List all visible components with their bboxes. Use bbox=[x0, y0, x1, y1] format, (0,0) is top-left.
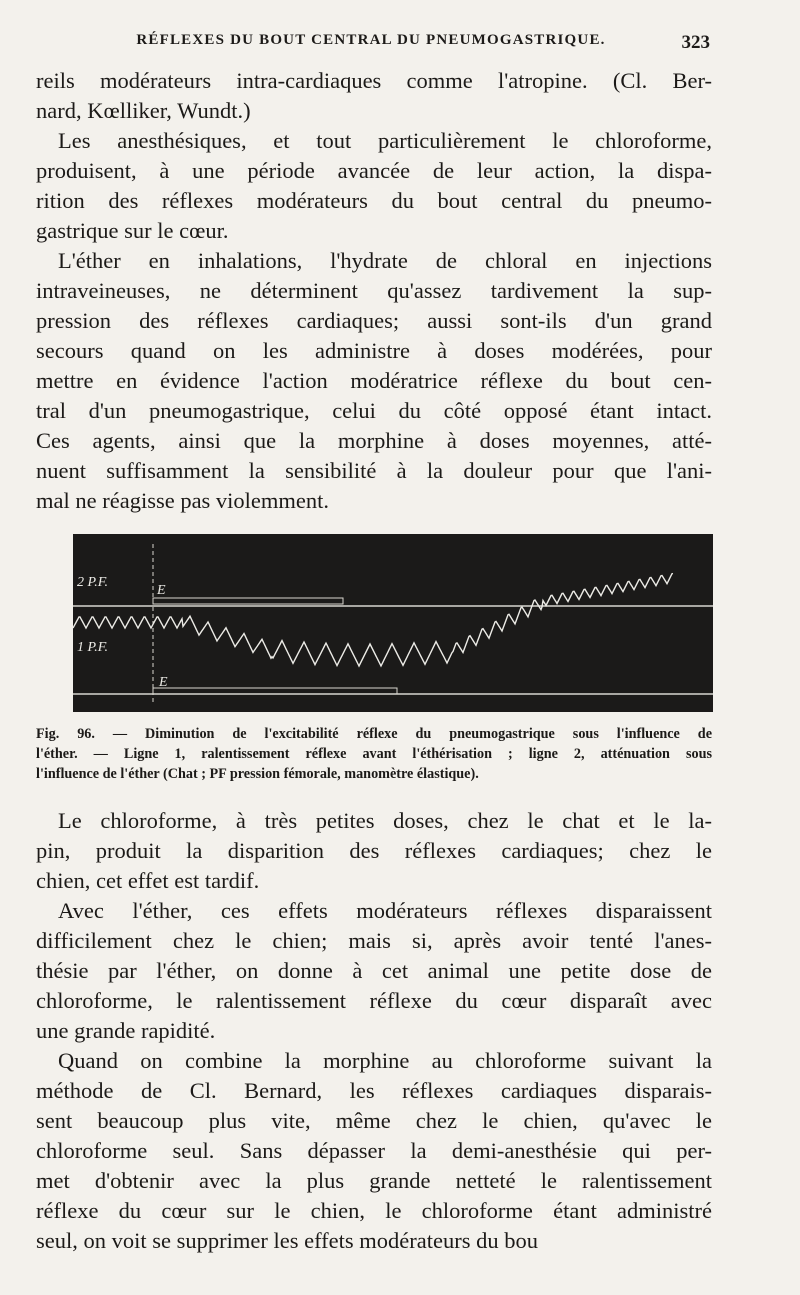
signal-strip-upper bbox=[153, 598, 343, 604]
text-line: intraveineuses, ne déterminent qu'assez tardivement la sup- bbox=[36, 278, 712, 303]
text-line: difficilement chez le chien; mais si, après avoir tenté l'anes- bbox=[36, 928, 712, 953]
text-line: mettre en évidence l'action modératrice réflexe du bout cen- bbox=[36, 368, 712, 393]
text-line: mal ne réagisse pas violemment. bbox=[36, 488, 330, 513]
text-line: seul, on voit se supprimer les effets modérateurs du bou bbox=[36, 1228, 538, 1253]
text-line: pression des réflexes cardiaques; aussi sont-ils d'un grand bbox=[36, 308, 712, 333]
text-line: chloroforme seul. Sans dépasser la demi-anesthésie qui per- bbox=[36, 1138, 712, 1163]
kymograph-figure bbox=[73, 534, 713, 712]
text-line: chloroforme, le ralentissement réflexe du cœur disparaît avec bbox=[36, 988, 712, 1013]
signal-strip-lower bbox=[153, 688, 397, 694]
running-title: RÉFLEXES DU BOUT CENTRAL DU PNEUMOGASTRIQUE. bbox=[136, 32, 606, 48]
caption-line: l'éther. — Ligne 1, ralentissement réflexe avant l'éthérisation ; ligne 2, atténuation sous bbox=[36, 746, 712, 762]
text-line: réflexe du cœur sur le chien, le chloroforme étant administré bbox=[36, 1198, 712, 1223]
text-line: Ces agents, ainsi que la morphine à doses moyennes, atté- bbox=[36, 428, 712, 453]
page-number: 323 bbox=[681, 32, 710, 53]
text-line: nard, Kœlliker, Wundt.) bbox=[36, 98, 251, 123]
text-line: secours quand on les administre à doses modérées, pour bbox=[36, 338, 712, 363]
text-line: pin, produit la disparition des réflexes cardiaques; chez le bbox=[36, 838, 712, 863]
trace-label-lower: 1 P.F. bbox=[77, 640, 108, 655]
text-line: chien, cet effet est tardif. bbox=[36, 868, 260, 893]
trace-label-upper: 2 P.F. bbox=[77, 575, 108, 590]
text-line: Quand on combine la morphine au chloroforme suivant la bbox=[58, 1048, 712, 1073]
text-line: nuent suffisamment la sensibilité à la douleur pour que l'ani- bbox=[36, 458, 712, 483]
caption-line: Fig. 96. — Diminution de l'excitabilité réflexe du pneumogastrique sous l'influence de bbox=[36, 726, 712, 742]
text-line: méthode de Cl. Bernard, les réflexes cardiaques disparais- bbox=[36, 1078, 712, 1103]
text-line: rition des réflexes modérateurs du bout central du pneumo- bbox=[36, 188, 712, 213]
text-line: tral d'un pneumogastrique, celui du côté opposé étant intact. bbox=[36, 398, 712, 423]
caption-line: l'influence de l'éther (Chat ; PF pression fémorale, manomètre élastique). bbox=[36, 766, 479, 782]
text-line: Les anesthésiques, et tout particulièrement le chloroforme, bbox=[58, 128, 712, 153]
text-line: produisent, à une période avancée de leur action, la dispa- bbox=[36, 158, 712, 183]
text-line: une grande rapidité. bbox=[36, 1018, 216, 1043]
text-line: Avec l'éther, ces effets modérateurs réflexes disparaissent bbox=[58, 898, 712, 923]
kymograph-traces bbox=[73, 534, 713, 712]
text-line: sent beaucoup plus vite, même chez le chien, qu'avec le bbox=[36, 1108, 712, 1133]
marker-label-upper: E bbox=[157, 583, 166, 598]
text-line: met d'obtenir avec la plus grande netteté le ralentissement bbox=[36, 1168, 712, 1193]
text-line: thésie par l'éther, on donne à cet animal une petite dose de bbox=[36, 958, 712, 983]
text-line: L'éther en inhalations, l'hydrate de chloral en injections bbox=[58, 248, 712, 273]
text-line: Le chloroforme, à très petites doses, chez le chat et le la- bbox=[58, 808, 712, 833]
text-line: reils modérateurs intra-cardiaques comme l'atropine. (Cl. Ber- bbox=[36, 68, 712, 93]
text-line: gastrique sur le cœur. bbox=[36, 218, 229, 243]
marker-label-lower: E bbox=[159, 675, 168, 690]
